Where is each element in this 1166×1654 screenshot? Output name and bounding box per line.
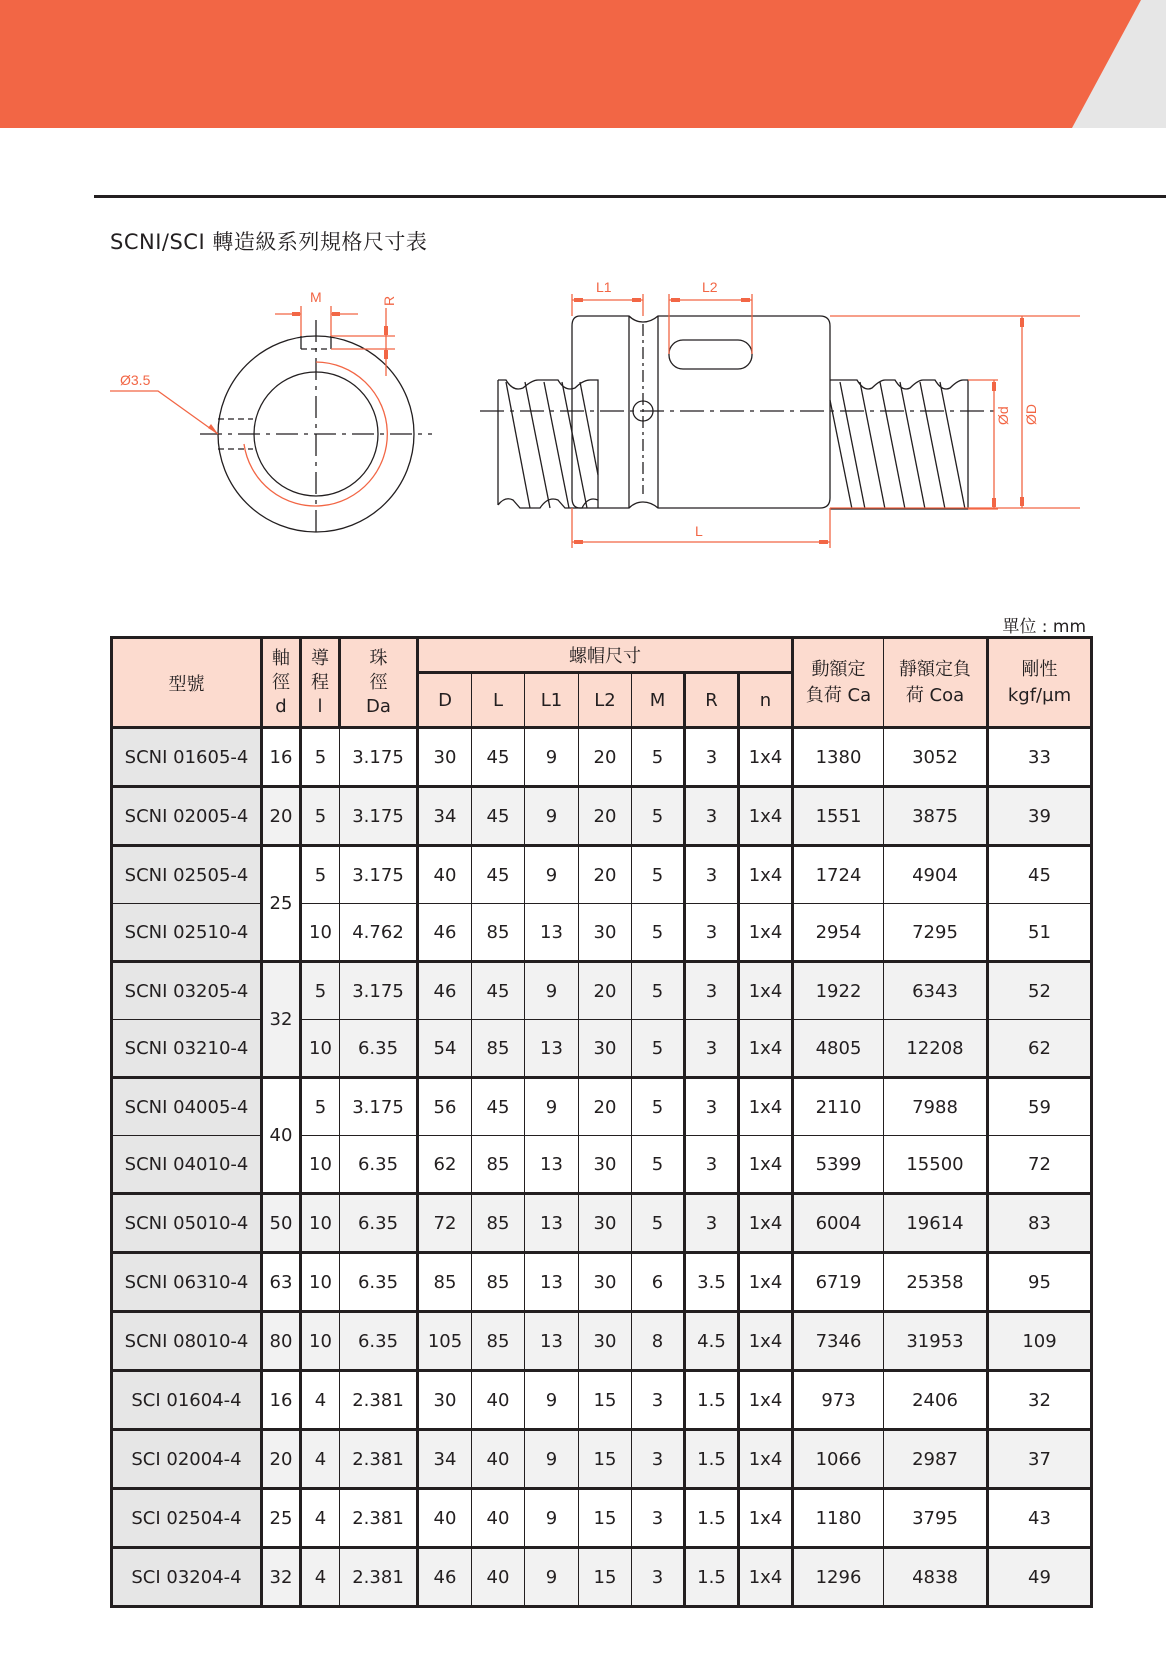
- cell-shaft-diameter: 40: [262, 1078, 301, 1194]
- cell-da: 2.381: [340, 1548, 418, 1607]
- cell-ca: 4805: [793, 1020, 884, 1078]
- cell-d: 46: [418, 904, 472, 962]
- header-model: 型號: [112, 638, 262, 728]
- cell-r: 3: [685, 1194, 739, 1253]
- cell-n: 1x4: [739, 1430, 793, 1489]
- cell-r: 3: [685, 846, 739, 904]
- unit-label: 單位 : mm: [1002, 617, 1086, 637]
- cell-coa: 19614: [884, 1194, 988, 1253]
- cell-da: 6.35: [340, 1136, 418, 1194]
- dim-label-l2: L2: [702, 280, 718, 295]
- cell-model: SCNI 01605-4: [112, 728, 262, 787]
- cell-ca: 6004: [793, 1194, 884, 1253]
- cell-k: 45: [988, 846, 1092, 904]
- header-nut-D: D: [418, 673, 472, 728]
- cell-l: 85: [472, 1194, 525, 1253]
- cell-l: 45: [472, 846, 525, 904]
- arrow-icon: [632, 298, 641, 302]
- cell-model: SCNI 03205-4: [112, 962, 262, 1020]
- header-nut-L1: L1: [525, 673, 579, 728]
- cell-ca: 973: [793, 1371, 884, 1430]
- cell-model: SCI 01604-4: [112, 1371, 262, 1430]
- cell-k: 49: [988, 1548, 1092, 1607]
- cell-ca: 7346: [793, 1312, 884, 1371]
- cell-m: 5: [632, 962, 685, 1020]
- header-shaft-diameter: 軸 徑 d: [262, 638, 301, 728]
- left-screw-shaft: [498, 380, 598, 508]
- dim-label-l: L: [695, 523, 703, 539]
- cell-m: 5: [632, 728, 685, 787]
- cell-l1: 9: [525, 1078, 579, 1136]
- cell-coa: 7988: [884, 1078, 988, 1136]
- cell-ca: 1380: [793, 728, 884, 787]
- cell-k: 32: [988, 1371, 1092, 1430]
- cell-k: 59: [988, 1078, 1092, 1136]
- table-row: [112, 728, 1092, 787]
- arrow-icon: [992, 498, 996, 507]
- cell-ca: 2110: [793, 1078, 884, 1136]
- cell-l2: 15: [579, 1489, 632, 1548]
- table-row: [112, 1078, 1092, 1136]
- cell-l: 5: [301, 1078, 340, 1136]
- cell-l1: 9: [525, 962, 579, 1020]
- nut-body: [572, 316, 830, 508]
- table-row: [112, 1194, 1092, 1253]
- cell-d: 34: [418, 1430, 472, 1489]
- cell-k: 72: [988, 1136, 1092, 1194]
- cell-n: 1x4: [739, 1078, 793, 1136]
- cell-model: SCNI 04005-4: [112, 1078, 262, 1136]
- arrow-icon: [819, 540, 828, 544]
- key-slot: [669, 340, 752, 369]
- table-row: [112, 1136, 1092, 1194]
- cell-shaft-diameter: 25: [262, 846, 301, 962]
- cell-n: 1x4: [739, 1489, 793, 1548]
- cell-r: 4.5: [685, 1312, 739, 1371]
- cell-d: 72: [418, 1194, 472, 1253]
- dim-label-r: R: [381, 295, 397, 306]
- page-title: SCNI/SCI 轉造級系列規格尺寸表: [110, 230, 428, 254]
- cell-l2: 20: [579, 728, 632, 787]
- cell-l1: 9: [525, 1489, 579, 1548]
- cell-m: 6: [632, 1253, 685, 1312]
- cell-r: 1.5: [685, 1430, 739, 1489]
- table-row: [112, 1253, 1092, 1312]
- table-row: [112, 1312, 1092, 1371]
- cell-l: 5: [301, 787, 340, 846]
- header-ball-diameter: 珠 徑 Da: [340, 638, 418, 728]
- cell-d: 40: [418, 846, 472, 904]
- cell-da: 4.762: [340, 904, 418, 962]
- cell-model: SCNI 08010-4: [112, 1312, 262, 1371]
- cell-d: 54: [418, 1020, 472, 1078]
- cell-l: 5: [301, 962, 340, 1020]
- header-stiffness: 剛性 kgf/µm: [988, 638, 1092, 728]
- cell-m: 3: [632, 1489, 685, 1548]
- cell-l: 85: [472, 1312, 525, 1371]
- spec-table-body: [112, 728, 1092, 1607]
- dim-label-hole: Ø3.5: [120, 372, 151, 388]
- cell-n: 1x4: [739, 962, 793, 1020]
- arrow-icon: [992, 382, 996, 391]
- header-nut-L: L: [472, 673, 525, 728]
- cell-ca: 5399: [793, 1136, 884, 1194]
- cell-r: 3: [685, 904, 739, 962]
- cell-l2: 30: [579, 1020, 632, 1078]
- arrow-icon: [384, 350, 388, 359]
- cell-model: SCNI 05010-4: [112, 1194, 262, 1253]
- cell-d: 40: [418, 1489, 472, 1548]
- hole-leader-line: [110, 391, 218, 434]
- cell-n: 1x4: [739, 787, 793, 846]
- cell-l: 10: [301, 1253, 340, 1312]
- cell-n: 1x4: [739, 1020, 793, 1078]
- cell-shaft-diameter: 20: [262, 787, 301, 846]
- cell-n: 1x4: [739, 1253, 793, 1312]
- cell-l2: 20: [579, 1078, 632, 1136]
- cell-model: SCI 02504-4: [112, 1489, 262, 1548]
- cell-k: 33: [988, 728, 1092, 787]
- cell-l2: 15: [579, 1430, 632, 1489]
- cell-l: 10: [301, 1020, 340, 1078]
- right-screw-shaft: [830, 380, 968, 509]
- cell-da: 2.381: [340, 1371, 418, 1430]
- header-static-load: 靜額定負 荷 Coa: [884, 638, 988, 728]
- cell-l2: 30: [579, 1194, 632, 1253]
- dim-label-m: M: [310, 289, 322, 305]
- cell-l1: 9: [525, 787, 579, 846]
- cell-l: 85: [472, 1020, 525, 1078]
- cell-l1: 9: [525, 1430, 579, 1489]
- cell-l2: 30: [579, 1312, 632, 1371]
- cell-l: 40: [472, 1371, 525, 1430]
- cell-k: 109: [988, 1312, 1092, 1371]
- cell-l: 85: [472, 1136, 525, 1194]
- cell-m: 5: [632, 1194, 685, 1253]
- cell-l: 85: [472, 1253, 525, 1312]
- cell-n: 1x4: [739, 846, 793, 904]
- cell-coa: 3875: [884, 787, 988, 846]
- dim-label-l1: L1: [596, 280, 612, 295]
- cell-coa: 3795: [884, 1489, 988, 1548]
- cell-l: 4: [301, 1548, 340, 1607]
- side-view-drawing: [480, 280, 1080, 590]
- arrow-icon: [574, 298, 583, 302]
- cell-shaft-diameter: 16: [262, 1371, 301, 1430]
- cell-r: 3: [685, 1136, 739, 1194]
- cell-coa: 3052: [884, 728, 988, 787]
- cell-model: SCNI 03210-4: [112, 1020, 262, 1078]
- cell-shaft-diameter: 50: [262, 1194, 301, 1253]
- cell-ca: 1180: [793, 1489, 884, 1548]
- cell-l2: 15: [579, 1548, 632, 1607]
- cell-model: SCNI 02505-4: [112, 846, 262, 904]
- cell-da: 6.35: [340, 1253, 418, 1312]
- cell-n: 1x4: [739, 1194, 793, 1253]
- cell-l: 45: [472, 787, 525, 846]
- cell-ca: 1551: [793, 787, 884, 846]
- arrow-icon: [1020, 497, 1024, 506]
- cell-k: 39: [988, 787, 1092, 846]
- header-dynamic-load: 動額定 負荷 Ca: [793, 638, 884, 728]
- cell-d: 30: [418, 1371, 472, 1430]
- cell-r: 3.5: [685, 1253, 739, 1312]
- cell-d: 30: [418, 728, 472, 787]
- cell-n: 1x4: [739, 1136, 793, 1194]
- cell-m: 5: [632, 787, 685, 846]
- cell-coa: 31953: [884, 1312, 988, 1371]
- cell-k: 62: [988, 1020, 1092, 1078]
- cell-shaft-diameter: 80: [262, 1312, 301, 1371]
- cell-shaft-diameter: 20: [262, 1430, 301, 1489]
- cell-r: 3: [685, 1020, 739, 1078]
- cell-coa: 7295: [884, 904, 988, 962]
- cell-ca: 1724: [793, 846, 884, 904]
- cell-shaft-diameter: 63: [262, 1253, 301, 1312]
- cell-l: 45: [472, 1078, 525, 1136]
- cell-ca: 1296: [793, 1548, 884, 1607]
- header-nut-M: M: [632, 673, 685, 728]
- cell-l2: 20: [579, 962, 632, 1020]
- cell-k: 43: [988, 1489, 1092, 1548]
- cell-l: 40: [472, 1548, 525, 1607]
- header-banner: [0, 0, 1166, 128]
- cell-shaft-diameter: 32: [262, 1548, 301, 1607]
- cell-m: 5: [632, 846, 685, 904]
- cell-model: SCNI 02005-4: [112, 787, 262, 846]
- cell-k: 52: [988, 962, 1092, 1020]
- dim-label-shaft-dia: Ød: [995, 406, 1011, 425]
- cell-n: 1x4: [739, 1548, 793, 1607]
- arrow-icon: [332, 312, 340, 316]
- cell-l: 45: [472, 962, 525, 1020]
- cell-da: 6.35: [340, 1194, 418, 1253]
- cell-shaft-diameter: 16: [262, 728, 301, 787]
- cell-r: 3: [685, 728, 739, 787]
- cell-l: 10: [301, 1136, 340, 1194]
- cell-coa: 12208: [884, 1020, 988, 1078]
- table-row: [112, 1548, 1092, 1607]
- header-nut-n: n: [739, 673, 793, 728]
- cell-coa: 15500: [884, 1136, 988, 1194]
- cell-da: 3.175: [340, 728, 418, 787]
- cell-m: 5: [632, 904, 685, 962]
- cell-coa: 25358: [884, 1253, 988, 1312]
- cell-l: 5: [301, 846, 340, 904]
- cell-k: 95: [988, 1253, 1092, 1312]
- cell-da: 3.175: [340, 787, 418, 846]
- table-row: [112, 1489, 1092, 1548]
- cell-l1: 9: [525, 728, 579, 787]
- cell-da: 2.381: [340, 1489, 418, 1548]
- cell-l: 4: [301, 1430, 340, 1489]
- cell-da: 6.35: [340, 1020, 418, 1078]
- cell-m: 3: [632, 1371, 685, 1430]
- cell-ca: 6719: [793, 1253, 884, 1312]
- cell-d: 34: [418, 787, 472, 846]
- cell-ca: 1066: [793, 1430, 884, 1489]
- cell-shaft-diameter: 32: [262, 962, 301, 1078]
- end-view-drawing: [110, 280, 450, 535]
- cell-l: 4: [301, 1371, 340, 1430]
- spec-table: [110, 636, 1093, 1608]
- cell-shaft-diameter: 25: [262, 1489, 301, 1548]
- banner-orange-band: [0, 0, 1141, 128]
- cell-l: 5: [301, 728, 340, 787]
- cell-coa: 2406: [884, 1371, 988, 1430]
- cell-l1: 13: [525, 1194, 579, 1253]
- cell-l: 40: [472, 1430, 525, 1489]
- table-row: [112, 846, 1092, 904]
- cell-model: SCNI 06310-4: [112, 1253, 262, 1312]
- arrow-icon: [1020, 318, 1024, 327]
- cell-k: 51: [988, 904, 1092, 962]
- table-row: [112, 1020, 1092, 1078]
- cell-ca: 1922: [793, 962, 884, 1020]
- cell-m: 5: [632, 1020, 685, 1078]
- arrow-icon: [292, 312, 300, 316]
- cell-l: 10: [301, 1312, 340, 1371]
- header-nut-dimensions: 螺帽尺寸: [418, 638, 793, 673]
- cell-r: 3: [685, 962, 739, 1020]
- cell-l: 10: [301, 904, 340, 962]
- cell-r: 3: [685, 787, 739, 846]
- cell-m: 3: [632, 1430, 685, 1489]
- cell-d: 46: [418, 962, 472, 1020]
- cell-da: 3.175: [340, 1078, 418, 1136]
- cell-n: 1x4: [739, 728, 793, 787]
- arrow-icon: [671, 298, 680, 302]
- table-row: [112, 1430, 1092, 1489]
- cell-k: 83: [988, 1194, 1092, 1253]
- cell-m: 8: [632, 1312, 685, 1371]
- cell-d: 56: [418, 1078, 472, 1136]
- table-row: [112, 962, 1092, 1020]
- cell-d: 62: [418, 1136, 472, 1194]
- cell-l2: 30: [579, 904, 632, 962]
- arrow-icon: [574, 540, 583, 544]
- table-row: [112, 1371, 1092, 1430]
- cell-model: SCNI 04010-4: [112, 1136, 262, 1194]
- cell-r: 1.5: [685, 1371, 739, 1430]
- cell-l1: 13: [525, 1020, 579, 1078]
- arrow-icon: [741, 298, 750, 302]
- section-divider: [94, 195, 1166, 198]
- cell-m: 5: [632, 1078, 685, 1136]
- cell-l2: 15: [579, 1371, 632, 1430]
- cell-l2: 20: [579, 787, 632, 846]
- table-row: [112, 787, 1092, 846]
- cell-d: 105: [418, 1312, 472, 1371]
- table-row: [112, 904, 1092, 962]
- cell-l1: 13: [525, 1136, 579, 1194]
- cell-n: 1x4: [739, 1371, 793, 1430]
- cell-l1: 13: [525, 904, 579, 962]
- cell-l2: 30: [579, 1136, 632, 1194]
- dim-label-nut-dia: ØD: [1023, 404, 1039, 425]
- cell-r: 1.5: [685, 1489, 739, 1548]
- header-nut-R: R: [685, 673, 739, 728]
- arrow-icon: [384, 326, 388, 335]
- cell-k: 37: [988, 1430, 1092, 1489]
- cell-r: 1.5: [685, 1548, 739, 1607]
- cell-l2: 20: [579, 846, 632, 904]
- cell-model: SCI 02004-4: [112, 1430, 262, 1489]
- cell-n: 1x4: [739, 1312, 793, 1371]
- cell-da: 2.381: [340, 1430, 418, 1489]
- cell-d: 46: [418, 1548, 472, 1607]
- cell-m: 5: [632, 1136, 685, 1194]
- header-nut-L2: L2: [579, 673, 632, 728]
- cell-l: 4: [301, 1489, 340, 1548]
- cell-coa: 2987: [884, 1430, 988, 1489]
- cell-da: 3.175: [340, 846, 418, 904]
- cell-l: 45: [472, 728, 525, 787]
- cell-da: 6.35: [340, 1312, 418, 1371]
- cell-ca: 2954: [793, 904, 884, 962]
- header-lead: 導 程 l: [301, 638, 340, 728]
- cell-coa: 6343: [884, 962, 988, 1020]
- arrow-icon: [208, 424, 218, 434]
- cell-da: 3.175: [340, 962, 418, 1020]
- cell-l: 10: [301, 1194, 340, 1253]
- cell-coa: 4904: [884, 846, 988, 904]
- cell-d: 85: [418, 1253, 472, 1312]
- cell-coa: 4838: [884, 1548, 988, 1607]
- cell-m: 3: [632, 1548, 685, 1607]
- cell-l1: 13: [525, 1253, 579, 1312]
- cell-l1: 9: [525, 1548, 579, 1607]
- cell-l: 85: [472, 904, 525, 962]
- cell-r: 3: [685, 1078, 739, 1136]
- cell-l1: 13: [525, 1312, 579, 1371]
- cell-l2: 30: [579, 1253, 632, 1312]
- cell-model: SCNI 02510-4: [112, 904, 262, 962]
- cell-n: 1x4: [739, 904, 793, 962]
- cell-l: 40: [472, 1489, 525, 1548]
- cell-l1: 9: [525, 1371, 579, 1430]
- cell-model: SCI 03204-4: [112, 1548, 262, 1607]
- cell-l1: 9: [525, 846, 579, 904]
